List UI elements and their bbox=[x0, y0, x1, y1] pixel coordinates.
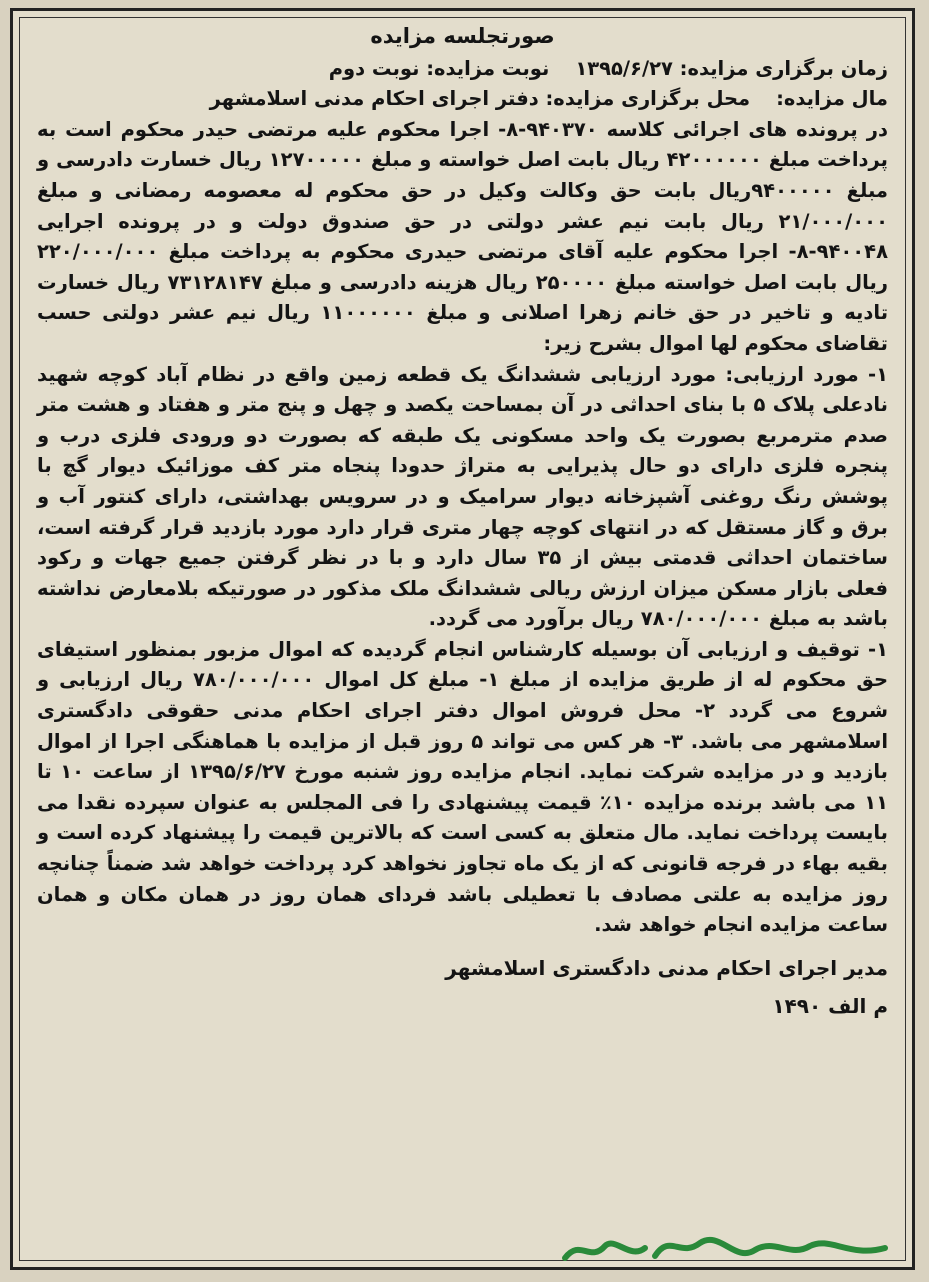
auction-round: نوبت مزایده: نوبت دوم bbox=[328, 56, 550, 80]
notice-title: صورتجلسه مزایده bbox=[370, 24, 555, 48]
reference-code: م الف ۱۴۹۰ bbox=[772, 994, 888, 1019]
appraisal-paragraph: ۱- مورد ارزیابی: مورد ارزیابی ششدانگ یک قطعه زمین واقع در نظام آباد کوچه شهید نادعلی پلاک ۵ با بنای احداثی در آن بمساحت یکصد و چهل و پنج متر و هفتاد و هشت متر صدم مترمربع بصورت یک واحد مسکونی یک طبقه که بصورت دو ورودی فلزی درب و پنجره فلزی دارای دو حال پذیرایی به متراژ حدودا پنجاه متر کف موزائیک دیوار گچ با پوشش رنگ روغنی آشپزخانه دیوار سرامیک و در سرویس بهداشتی، دارای کنتور آب و برق و گاز مستقل که در انتهای کوچه چهار متری قرار دارد مورد بازدید قرار گرفته است، ساختمان احداثی قدمتی بیش از ۳۵ سال دارد و با در نظر گرفتن جمیع جهات و رکود فعلی بازار مسکن میزان ارزش ریالی ششدانگ ملک مذکور در صورتیکه بلامعارض نداشته باشد به مبلغ ۷۸۰/۰۰۰/۰۰۰ ریال برآورد می گردد. bbox=[37, 362, 888, 631]
notice-frame bbox=[10, 8, 915, 1270]
signature-line: مدیر اجرای احکام مدنی دادگستری اسلامشهر bbox=[445, 955, 888, 980]
notice-content bbox=[37, 21, 888, 1022]
terms-paragraph: ۱- توقیف و ارزیابی آن بوسیله کارشناس انجام گردیده که اموال مزبور بمنظور استیفای حق محکوم له از طریق مزایده از مبلغ ۱- مبلغ کل اموال ۷۸۰/۰۰۰/۰۰۰ ریال ارزیابی و شروع می گردد ۲- محل فروش اموال دفتر اجرای احکام مدنی حقوقی دادگستری اسلامشهر می باشد. ۳- هر کس می تواند ۵ روز قبل از مزایده با هماهنگی اجرا از اموال بازدید و در مزایده شرکت نماید. انجام مزایده روز شنبه مورخ ۱۳۹۵/۶/۲۷ از ساعت ۱۰ تا ۱۱ می باشد برنده مزایده ۱۰٪ قیمت پیشنهادی را فی المجلس به عنوان سپرده نقدا می بایست پرداخت نماید. مال متعلق به کسی است که بالاترین قیمت را پیشنهاد کرده است و بقیه بهاء در فرجه قانونی که از یک ماه تجاوز نخواهد کرد پرداخت خواهد شد ضمناً چنانچه روز مزایده به علتی مصادف با تعطیلی باشد فردای همان روز در همان مکان و همان ساعت مزایده انجام خواهد شد. bbox=[37, 637, 889, 937]
auction-meta-row bbox=[37, 54, 888, 85]
auction-time: زمان برگزاری مزایده: ۱۳۹۵/۶/۲۷ bbox=[575, 56, 888, 80]
auction-location-row bbox=[37, 84, 888, 115]
case-paragraph: در پرونده های اجرائی کلاسه ۹۴۰۳۷۰-۸- اجرا محکوم علیه مرتضی حیدر محکوم است به پرداخت مبلغ ۴۲۰۰۰۰۰۰ ریال بابت اصل خواسته و مبلغ ۱۲۷۰۰۰۰۰ ریال خسارت دادرسی و مبلغ ۹۴۰۰۰۰۰ریال بابت حق وکالت وکیل در حق محکوم له معصومه رمضانی و مبلغ ۲۱/۰۰۰/۰۰۰ ریال بابت نیم عشر دولتی در حق صندوق دولت و در پرونده اجرایی ۹۴۰۰۴۸-۸- اجرا محکوم علیه آقای مرتضی حیدری محکوم به پرداخت مبلغ ۲۲۰/۰۰۰/۰۰۰ ریال بابت اصل خواسته مبلغ ۲۵۰۰۰۰ ریال هزینه دادرسی و مبلغ ۷۳۱۲۸۱۴۷ ریال خسارت تادیه و تاخیر در حق خانم زهرا اصلانی و مبلغ ۱۱۰۰۰۰۰۰ ریال نیم عشر دولتی حسب تقاضای محکوم لها اموال بشرح زیر: bbox=[37, 117, 889, 355]
auction-location: محل برگزاری مزایده: دفتر اجرای احکام مدنی اسلامشهر bbox=[209, 87, 751, 111]
property-label: مال مزایده: bbox=[776, 87, 888, 111]
handwritten-mark bbox=[560, 1228, 890, 1268]
